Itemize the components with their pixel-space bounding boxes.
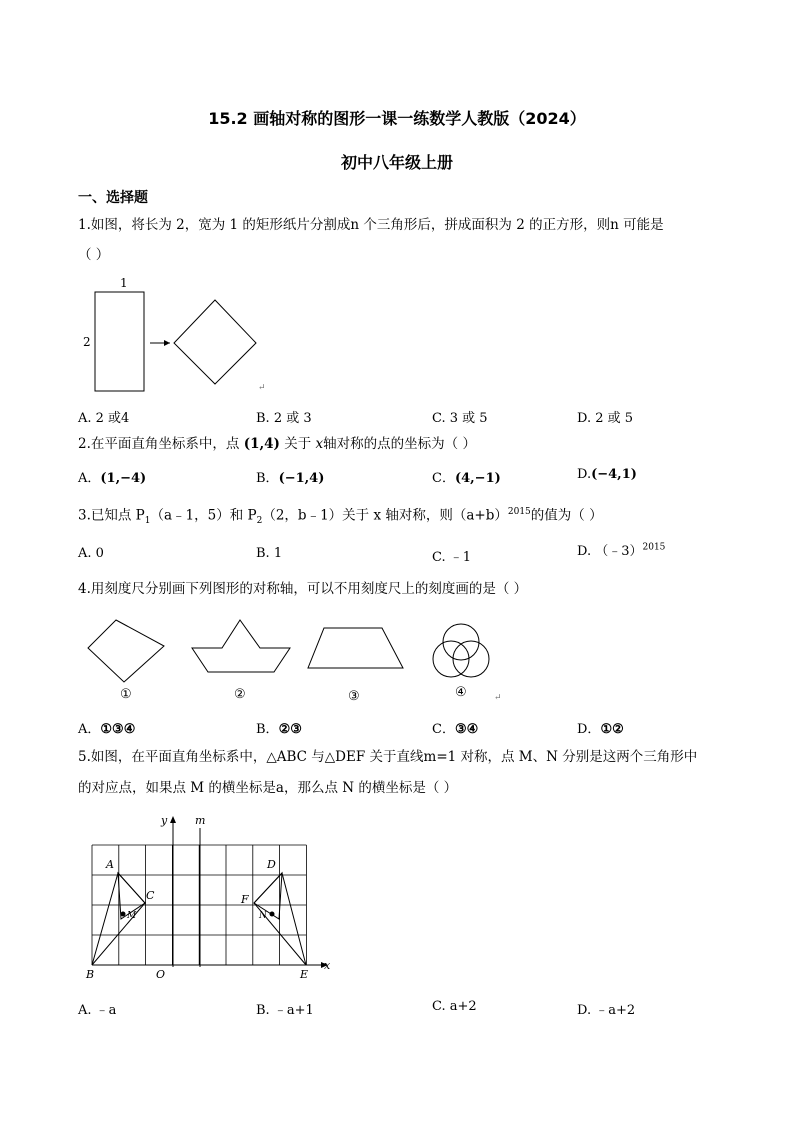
boat-shape [192,620,290,672]
option-letter: C． [432,471,455,486]
question-5-text-cont: 的对应点，如果点 M 的横坐标是a，那么点 N 的横坐标是（ ） [78,780,458,796]
question-2-text [78,434,476,454]
question-4-option-b[interactable] [256,718,302,737]
question-3-option-a[interactable]: A. 0 [78,546,104,561]
rect-height-label: 2 [83,335,91,349]
question-2-option-c[interactable] [432,467,501,486]
option-letter: D． [577,722,601,737]
rectangle [95,292,144,391]
question-1-option-a[interactable]: A. 2 或4 [78,411,130,426]
option-d-text: D. （﹣3） [577,544,643,559]
question-3-option-b[interactable]: B. 1 [256,546,283,561]
circle-top [443,624,479,660]
option-letter: B． [256,722,279,737]
option-value: (−4,1) [591,467,637,482]
figure-label-3: ③ [348,689,360,704]
point-m [121,912,126,917]
question-5-option-a[interactable]: A. ﹣a [78,1003,117,1018]
square-figure [174,300,256,384]
q3-prefix: 3.已知点 P [78,507,145,524]
q2-axis: x [315,436,324,452]
label-m-point: M [127,911,137,921]
label-c: C [146,889,155,902]
return-mark: ↵ [258,383,266,393]
option-value: ②③ [278,722,302,737]
trapezoid-shape [308,628,403,668]
q2-suffix: 轴对称的点的坐标为（ ） [323,436,476,452]
q3-exponent: 2015 [507,507,531,517]
question-5-option-b[interactable]: B. ﹣a+1 [256,1003,314,1018]
question-4-option-d[interactable] [577,718,624,737]
label-f: F [241,893,249,906]
label-e: E [300,968,309,981]
option-value: ①③④ [100,722,136,737]
question-4-text: 4.用刻度尺分别画下列图形的对称轴，可以不用刻度尺上的刻度画的是（ ） [78,581,528,597]
option-value: (4,−1) [454,471,501,486]
q2-prefix: 2.在平面直角坐标系中，点 [78,436,240,452]
question-1-figure [78,272,278,398]
option-value: ①② [600,722,624,737]
kite-shape [88,620,164,682]
question-5-option-d[interactable]: D. ﹣a+2 [577,1003,636,1018]
label-m: m [195,814,206,827]
q3-p2-coords: （2，b﹣1）关于 x 轴对称，则（a+b） [262,507,508,524]
return-mark: ↵ [494,693,502,703]
page-subtitle: 初中八年级上册 [340,153,453,172]
arrow-head-icon [164,340,170,346]
label-d: D [267,858,276,871]
question-1-text: 1.如图，将长为 2，宽为 1 的矩形纸片分割成n 个三角形后，拼成面积为 2 的正方形，则n 可能是 [78,217,664,233]
q3-p1-coords: （a﹣1，5）和 P [150,507,257,524]
figure-label-2: ② [234,687,246,702]
option-d-exponent: 2015 [642,542,666,553]
q3-p1-subscript: 1 [144,516,151,527]
option-letter: D. [577,467,592,482]
figure-label-1: ① [120,687,132,702]
question-4-option-c[interactable] [432,718,478,737]
question-5-text: 5.如图，在平面直角坐标系中，△ABC 与△DEF 关于直线m=1 对称，点 M、N 分别是这两个三角形中 [78,749,698,765]
question-1-option-d[interactable]: D. 2 或 5 [577,411,634,426]
question-1-option-b[interactable]: B. 2 或 3 [256,411,312,426]
option-value: (1,−4) [100,471,147,486]
option-value: ③④ [454,722,479,737]
label-n: N [259,911,267,921]
question-2-option-d[interactable] [577,467,637,482]
question-1-text-cont: （ ） [78,247,110,263]
label-a: A [106,858,114,871]
point-n [270,912,275,917]
q2-point: (1,4) [243,436,280,452]
question-3-option-c[interactable]: C. ﹣1 [432,550,472,565]
question-3-option-d[interactable] [577,540,665,559]
question-5-figure [78,812,340,984]
label-y: y [161,814,168,827]
question-4-option-a[interactable] [78,718,135,737]
section-heading: 一、选择题 [78,190,148,206]
q3-suffix: 的值为（ ） [530,507,603,524]
option-value: (−1,4) [278,471,325,486]
figure-label-4: ④ [455,685,467,700]
q3-p2-subscript: 2 [256,516,263,527]
option-letter: A． [78,471,101,486]
question-3-text [78,502,603,531]
question-5-option-c[interactable]: C. a+2 [432,999,477,1014]
option-letter: A． [78,722,101,737]
option-letter: C． [432,722,455,737]
circle-left [433,641,469,677]
page-title: 15.2 画轴对称的图形一课一练数学人教版（2024） [208,109,586,128]
q2-mid: 关于 [284,436,312,452]
label-x: x [324,959,331,972]
label-o: O [156,968,166,981]
circle-right [453,641,489,677]
question-4-figures [78,612,518,707]
y-axis-arrow-icon [170,816,176,823]
rect-width-label: 1 [120,276,128,290]
label-b: B [86,968,95,981]
question-1-option-c[interactable]: C. 3 或 5 [432,411,488,426]
question-2-option-b[interactable] [256,467,324,486]
option-letter: B． [256,471,279,486]
question-2-option-a[interactable] [78,467,146,486]
